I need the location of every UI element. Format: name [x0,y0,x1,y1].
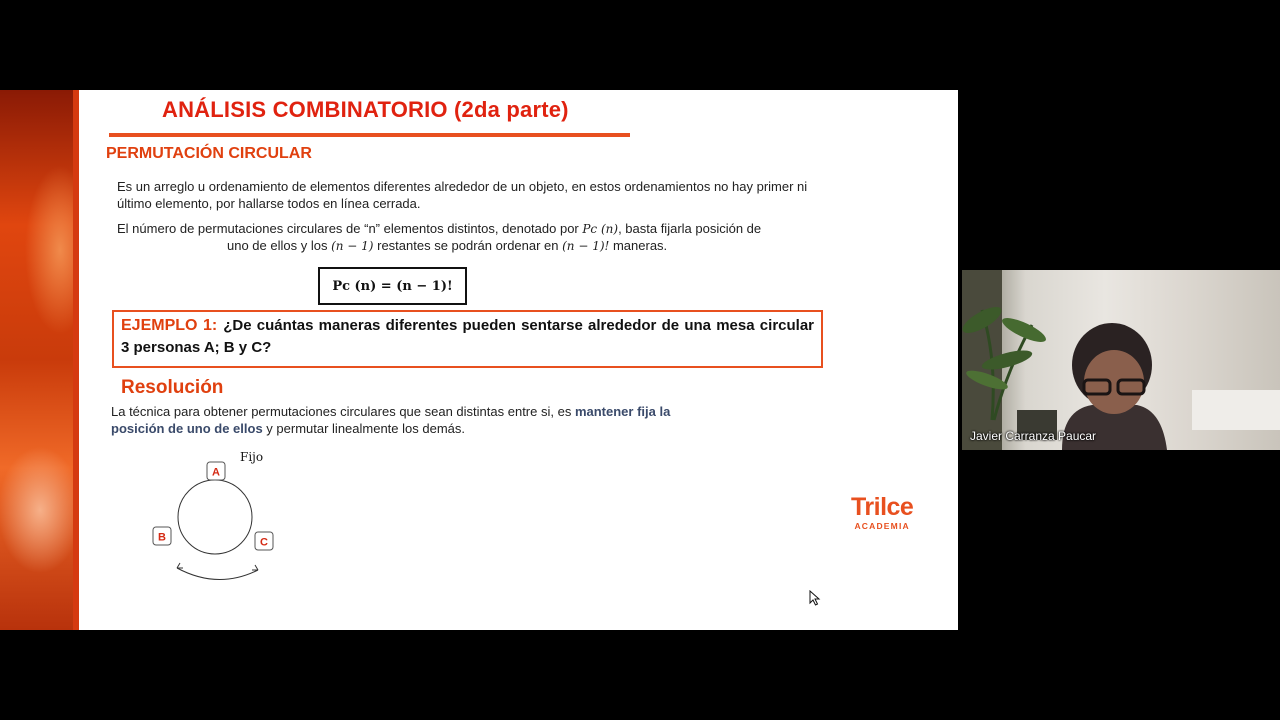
count-text-part1: El número de permutaciones circulares de “n” elementos distintos, denotado por [117,221,583,236]
title-underline [109,133,630,137]
section-subtitle: PERMUTACIÓN CIRCULAR [106,145,312,162]
white-shelf [1192,390,1280,430]
round-table-circle [178,480,252,554]
slide-title: ANÁLISIS COMBINATORIO (2da parte) [162,97,569,122]
seat-b-label: B [158,531,166,544]
resolution-emphasis: mantener fija la posición de uno de ellos [111,404,671,436]
example-box [112,310,823,368]
logo-subtitle: ACADEMIA [854,521,910,531]
count-math-factorial: (n − 1)! [562,239,610,253]
count-text-part4: restantes se podrán ordenar en [373,238,563,253]
count-text-part5: maneras. [609,238,668,253]
definition-paragraph: Es un arreglo u ordenamiento de elementos diferentes alrededor de un objeto, en estos ordenamientos no hay primer ni último elemento, por hallarse todos en línea cerrada. [117,179,808,211]
formula-text: Pc (n) = (n − 1)! [332,278,453,294]
seat-a [207,462,225,480]
circular-table-diagram [140,445,280,585]
count-math-n-minus-1: (n − 1) [331,239,374,253]
count-text-part2: , basta fijarla posición de [618,221,762,236]
count-math-pc: Pc (n) [582,222,619,236]
seat-b [153,527,171,545]
presentation-slide [0,90,958,630]
count-paragraph-line1 [117,220,817,238]
participant-name-label: Javier Carranza Paucar [970,429,1097,443]
slide-decorative-photo [0,90,79,630]
resolution-text-part2: y permutar linealmente los demás. [262,421,465,436]
arrow-head-left [177,563,183,568]
example-question: ¿De cuántas maneras diferentes pueden sentarse alrededor de una mesa circular 3 personas A; B y C? [121,317,815,356]
resolution-paragraph [111,403,721,437]
trilce-logo [851,494,913,532]
resolution-text-part1: La técnica para obtener permutaciones circulares que sean distintas entre si, es [111,404,575,419]
mouse-cursor-icon [809,590,821,606]
arrow-head-right [252,565,258,570]
participant-video-tile[interactable] [962,270,1280,450]
logo-wordmark: Trilce [851,493,914,521]
rotation-arrow [177,568,258,580]
video-scene [962,270,1280,450]
example-label: EJEMPLO 1: [121,317,218,334]
seat-c [255,532,273,550]
count-text-part3: uno de ellos y los [227,238,332,253]
fixed-label: Fijo [240,450,264,464]
resolution-heading: Resolución [121,377,224,398]
count-paragraph-line2 [227,237,827,255]
seat-c-label: C [260,536,268,549]
formula-box [318,267,467,305]
seat-a-label: A [212,466,220,479]
